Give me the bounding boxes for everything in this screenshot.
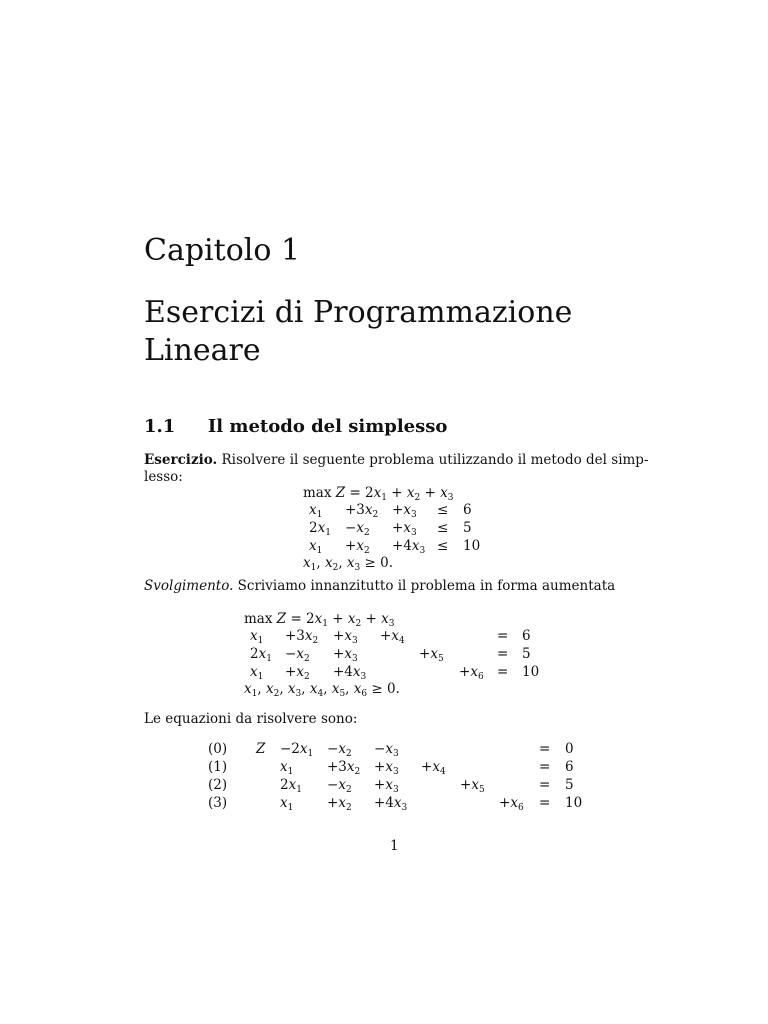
term: $+x_3$ — [333, 646, 358, 664]
term: $x_1$ — [280, 795, 294, 813]
term: 6 — [463, 502, 472, 518]
term: 6 — [565, 759, 574, 775]
term: $+x_3$ — [392, 520, 417, 538]
objective-function: $\max Z = 2x_1 + x_2 + x_3$ — [303, 485, 454, 503]
objective-function: $\max Z = 2x_1 + x_2 + x_3$ — [244, 611, 395, 629]
term: $-2x_1$ — [280, 741, 314, 759]
term: 5 — [463, 520, 472, 536]
solution-text: Scriviamo innanzitutto il problema in forma aumentata — [237, 578, 616, 594]
exercise-label: Esercizio. — [144, 452, 218, 468]
term: $+x_3$ — [392, 502, 417, 520]
term: $+x_5$ — [419, 646, 444, 664]
term: $+3x_2$ — [345, 502, 379, 520]
term: ≤ — [437, 520, 449, 536]
term: $+x_2$ — [327, 795, 352, 813]
term: $+x_3$ — [333, 628, 358, 646]
term: $+4x_3$ — [333, 664, 367, 682]
term: 6 — [522, 628, 531, 644]
exercise-text-line1: Risolvere il seguente problema utilizzando il metodo del simp- — [221, 452, 649, 468]
chapter-title-line1: Esercizi di Programmazione — [144, 295, 573, 330]
section-number: 1.1 — [144, 416, 176, 437]
term: $+x_6$ — [499, 795, 524, 813]
term: $2x_1$ — [309, 520, 331, 538]
term: $x_1$ — [250, 664, 264, 682]
page-number: 1 — [390, 838, 399, 854]
term: = — [539, 759, 551, 775]
term: 10 — [463, 538, 481, 554]
term: $+x_3$ — [374, 777, 399, 795]
section-heading — [144, 416, 447, 437]
term: $+x_4$ — [380, 628, 405, 646]
term: $x_1$ — [309, 502, 323, 520]
term: $x_1$ — [309, 538, 323, 556]
term: (3) — [208, 795, 228, 811]
term: $x_1$ — [250, 628, 264, 646]
term: $+3x_2$ — [327, 759, 361, 777]
term: $+x_3$ — [374, 759, 399, 777]
term: 10 — [565, 795, 583, 811]
term: $-x_2$ — [327, 777, 352, 795]
term: ≤ — [437, 502, 449, 518]
term: 5 — [565, 777, 574, 793]
term: $+x_2$ — [345, 538, 370, 556]
term: = — [497, 628, 509, 644]
term: = — [497, 664, 509, 680]
term: $-x_3$ — [374, 741, 399, 759]
term: Z — [256, 741, 266, 757]
exercise-line1 — [144, 452, 649, 469]
term: $-x_2$ — [345, 520, 370, 538]
term: = — [497, 646, 509, 662]
term: $2x_1$ — [280, 777, 302, 795]
term: $-x_2$ — [327, 741, 352, 759]
term: $+4x_3$ — [392, 538, 426, 556]
term: $+x_6$ — [459, 664, 484, 682]
nonnegativity-constraint: $x_1$, $x_2$, $x_3$, $x_4$, $x_5$, $x_6 \ge 0$. — [244, 681, 400, 699]
term: $+3x_2$ — [285, 628, 319, 646]
chapter-title-line2: Lineare — [144, 333, 261, 368]
term: $-x_2$ — [285, 646, 310, 664]
term: $+4x_3$ — [374, 795, 408, 813]
term: $+x_4$ — [421, 759, 446, 777]
term: (1) — [208, 759, 228, 775]
section-title: Il metodo del simplesso — [207, 416, 448, 437]
solution-label: Svolgimento. — [144, 578, 234, 594]
nonnegativity-constraint: $x_1$, $x_2$, $x_3 \ge 0$. — [303, 555, 394, 573]
term: ≤ — [437, 538, 449, 554]
term: = — [539, 777, 551, 793]
term: 0 — [565, 741, 574, 757]
term: = — [539, 795, 551, 811]
term: (0) — [208, 741, 228, 757]
equations-intro: Le equazioni da risolvere sono: — [144, 711, 358, 727]
solution-line — [144, 578, 615, 595]
term: $x_1$ — [280, 759, 294, 777]
exercise-text-line2: lesso: — [144, 469, 183, 485]
term: 10 — [522, 664, 540, 680]
chapter-label: Capitolo 1 — [144, 233, 301, 268]
term: $2x_1$ — [250, 646, 272, 664]
term: (2) — [208, 777, 228, 793]
term: $+x_5$ — [460, 777, 485, 795]
term: 5 — [522, 646, 531, 662]
term: $+x_2$ — [285, 664, 310, 682]
term: = — [539, 741, 551, 757]
